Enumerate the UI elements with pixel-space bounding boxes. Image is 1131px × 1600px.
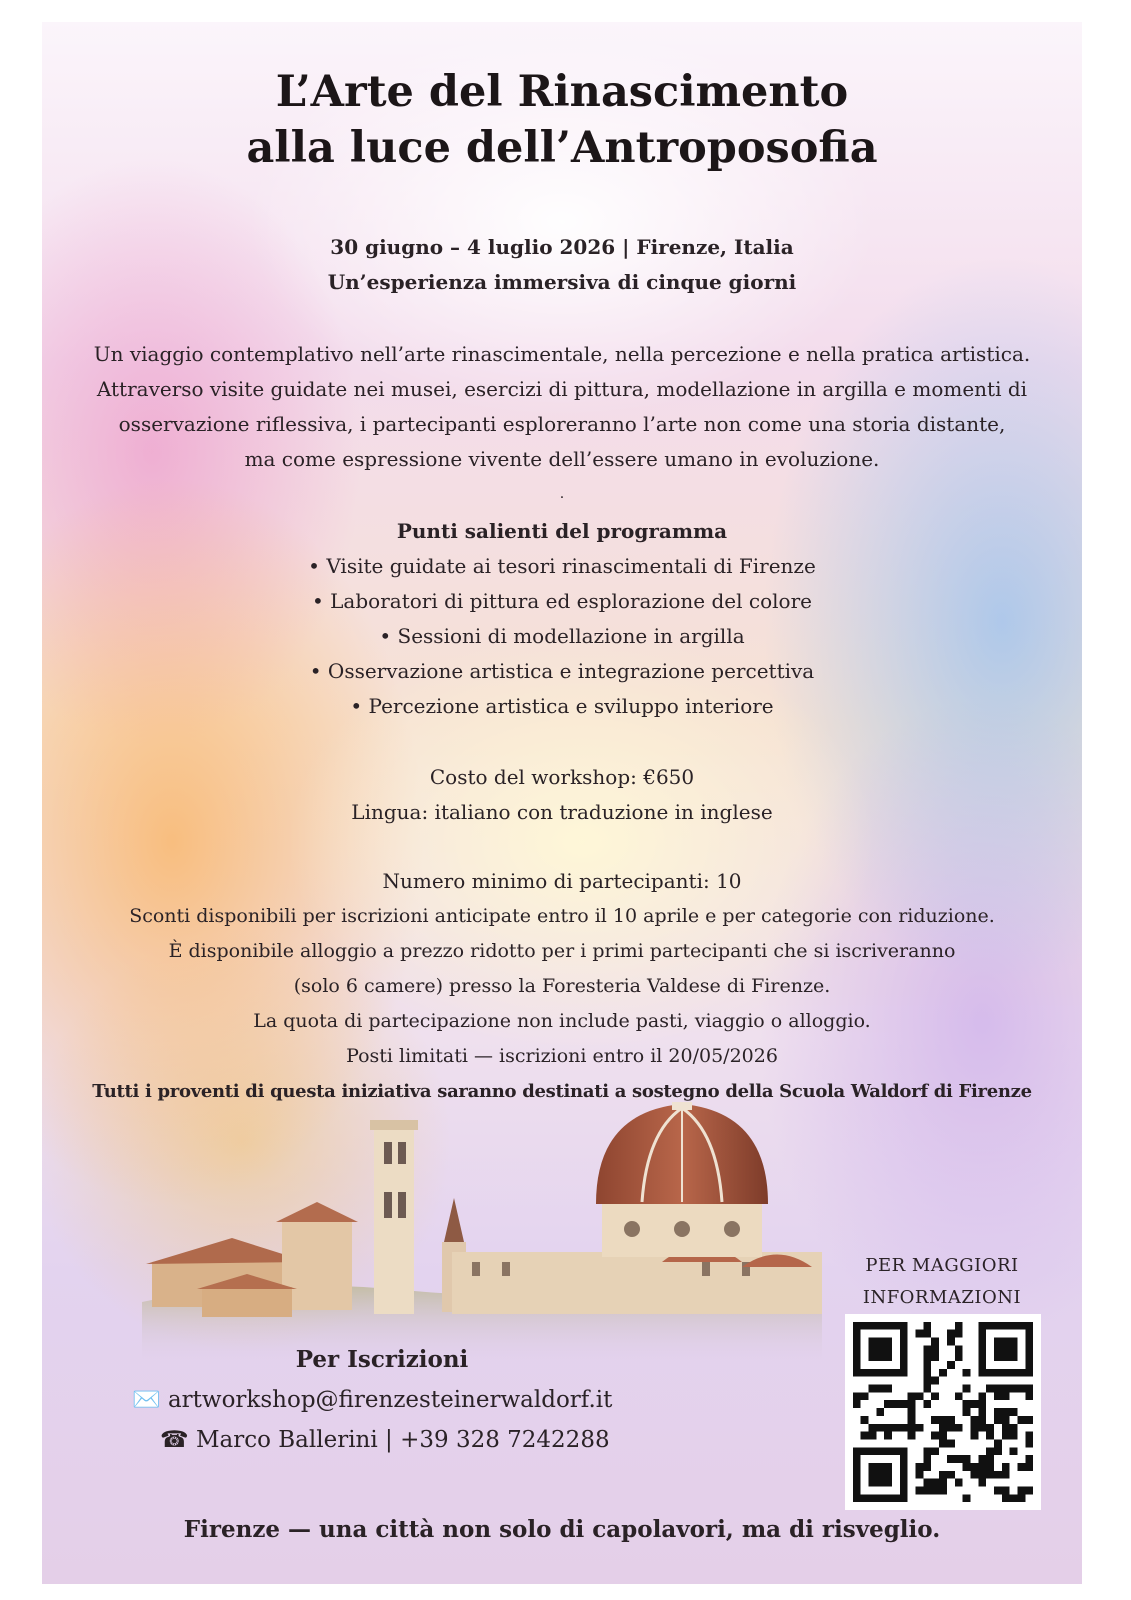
- qr-module: [986, 1463, 994, 1471]
- qr-module: [931, 1392, 939, 1400]
- qr-module: [923, 1455, 931, 1463]
- qr-module: [994, 1439, 1002, 1447]
- qr-module: [978, 1471, 986, 1479]
- qr-module: [892, 1424, 900, 1432]
- lodging-line-1: È disponibile alloggio a prezzo ridotto per i primi partecipanti che si iscriveranno: [168, 940, 956, 962]
- qr-module: [1010, 1494, 1018, 1502]
- separator-dot: .: [559, 486, 565, 502]
- qr-module: [923, 1345, 931, 1353]
- qr-module: [955, 1330, 963, 1338]
- qr-module: [994, 1408, 1002, 1416]
- qr-module: [939, 1416, 947, 1424]
- fee-note: La quota di partecipazione non include pasti, viaggio o alloggio.: [253, 1010, 871, 1032]
- qr-module: [970, 1471, 978, 1479]
- qr-module: [947, 1471, 955, 1479]
- qr-module: [923, 1447, 931, 1455]
- qr-module: [970, 1432, 978, 1440]
- qr-module: [947, 1424, 955, 1432]
- event-dates: [42, 230, 1082, 300]
- intro-line-3: osservazione riflessiva, i partecipanti esploreranno l’arte non come una storia distante,: [118, 412, 1006, 436]
- qr-module: [939, 1369, 947, 1377]
- qr-module: [939, 1479, 947, 1487]
- qr-module: [947, 1455, 955, 1463]
- qr-module: [923, 1353, 931, 1361]
- qr-module: [986, 1432, 994, 1440]
- qr-module: [947, 1439, 955, 1447]
- qr-module: [923, 1479, 931, 1487]
- qr-module: [923, 1486, 931, 1494]
- qr-module: [931, 1338, 939, 1346]
- registration-heading: Per Iscrizioni: [295, 1346, 469, 1373]
- qr-module: [994, 1471, 1002, 1479]
- qr-module: [963, 1494, 971, 1502]
- qr-module: [916, 1486, 924, 1494]
- qr-module: [1017, 1463, 1025, 1471]
- qr-module: [1010, 1447, 1018, 1455]
- min-participants: Numero minimo di partecipanti: 10: [382, 869, 742, 893]
- qr-module: [1025, 1463, 1033, 1471]
- qr-module: [994, 1486, 1002, 1494]
- qr-module: [963, 1385, 971, 1393]
- qr-module: [994, 1392, 1002, 1400]
- intro-line-4: ma come espressione vivente dell’essere umano in evoluzione.: [244, 447, 880, 471]
- qr-module: [861, 1392, 869, 1400]
- phone-contact[interactable]: Marco Ballerini | +39 328 7242288: [195, 1427, 610, 1453]
- qr-module: [963, 1455, 971, 1463]
- qr-module: [939, 1432, 947, 1440]
- qr-module: [978, 1400, 986, 1408]
- qr-module: [1025, 1455, 1033, 1463]
- qr-module: [916, 1392, 924, 1400]
- program-highlights: [42, 514, 1082, 724]
- qr-module: [970, 1424, 978, 1432]
- discounts-text: Sconti disponibili per iscrizioni anticipate entro il 10 aprile e per categorie con riduzione.: [129, 905, 995, 927]
- qr-module: [900, 1424, 908, 1432]
- qr-module: [923, 1400, 931, 1408]
- qr-module: [884, 1400, 892, 1408]
- qr-module: [853, 1400, 861, 1408]
- qr-module: [1025, 1486, 1033, 1494]
- qr-module: [876, 1408, 884, 1416]
- qr-module: [892, 1400, 900, 1408]
- highlight-item: • Sessioni di modellazione in argilla: [379, 624, 745, 648]
- qr-module: [1025, 1439, 1033, 1447]
- qr-module: [923, 1463, 931, 1471]
- qr-code[interactable]: [845, 1314, 1041, 1510]
- qr-module: [908, 1424, 916, 1432]
- qr-module: [986, 1471, 994, 1479]
- qr-module: [994, 1447, 1002, 1455]
- qr-module: [978, 1463, 986, 1471]
- qr-module: [1025, 1416, 1033, 1424]
- qr-module: [1002, 1408, 1010, 1416]
- intro-line-1: Un viaggio contemplativo nell’arte rinascimentale, nella percezione e nella pratica artistica.: [93, 342, 1031, 366]
- qr-module: [923, 1330, 931, 1338]
- subtitle-line: Un’esperienza immersiva di cinque giorni: [327, 270, 797, 294]
- qr-module: [1002, 1471, 1010, 1479]
- qr-module: [1010, 1432, 1018, 1440]
- registration-deadline: Posti limitati — iscrizioni entro il 20/05/2026: [346, 1045, 778, 1067]
- qr-module: [931, 1345, 939, 1353]
- qr-module: [963, 1408, 971, 1416]
- qr-module: [931, 1353, 939, 1361]
- cost-section: [42, 760, 1082, 830]
- qr-module: [861, 1432, 869, 1440]
- qr-module: [955, 1353, 963, 1361]
- qr-module: [916, 1424, 924, 1432]
- qr-module: [970, 1463, 978, 1471]
- qr-module: [931, 1486, 939, 1494]
- qr-module: [1002, 1486, 1010, 1494]
- qr-module: [963, 1369, 971, 1377]
- qr-module: [1010, 1385, 1018, 1393]
- qr-module: [978, 1392, 986, 1400]
- qr-module: [1010, 1424, 1018, 1432]
- qr-module: [916, 1330, 924, 1338]
- qr-module: [869, 1424, 877, 1432]
- envelope-icon: ✉️: [132, 1387, 161, 1413]
- highlight-item: • Osservazione artistica e integrazione percettiva: [309, 659, 815, 683]
- email-link[interactable]: artworkshop@firenzesteinerwaldorf.it: [167, 1387, 613, 1413]
- qr-module: [939, 1439, 947, 1447]
- qr-module: [955, 1479, 963, 1487]
- qr-module: [947, 1361, 955, 1369]
- qr-module: [884, 1432, 892, 1440]
- qr-module: [1002, 1392, 1010, 1400]
- qr-module: [1017, 1494, 1025, 1502]
- qr-module: [869, 1338, 893, 1362]
- intro-paragraph: [42, 337, 1082, 477]
- info-line-1: PER MAGGIORI: [865, 1255, 1019, 1276]
- qr-module: [1002, 1494, 1010, 1502]
- qr-module: [861, 1416, 869, 1424]
- qr-module: [923, 1369, 931, 1377]
- qr-module: [939, 1486, 947, 1494]
- qr-module: [916, 1471, 924, 1479]
- qr-module: [963, 1400, 971, 1408]
- qr-module: [908, 1392, 916, 1400]
- qr-module: [986, 1424, 994, 1432]
- qr-module: [1002, 1432, 1010, 1440]
- qr-module: [908, 1416, 916, 1424]
- qr-module: [947, 1338, 955, 1346]
- phone-icon: ☎: [160, 1427, 189, 1453]
- qr-module: [963, 1463, 971, 1471]
- qr-module: [931, 1479, 939, 1487]
- qr-module: [923, 1322, 931, 1330]
- dates-line: 30 giugno – 4 luglio 2026 | Firenze, Italia: [330, 235, 794, 259]
- qr-module: [978, 1424, 986, 1432]
- registration-section: [132, 1340, 692, 1460]
- title-line-2: alla luce dell’Antroposofia: [246, 123, 878, 173]
- qr-module: [908, 1432, 916, 1440]
- qr-module: [955, 1455, 963, 1463]
- qr-module: [1002, 1385, 1010, 1393]
- poster: [42, 22, 1082, 1584]
- qr-module: [978, 1455, 986, 1463]
- qr-module: [931, 1416, 939, 1424]
- qr-module: [1002, 1463, 1010, 1471]
- qr-module: [923, 1385, 931, 1393]
- qr-module: [908, 1400, 916, 1408]
- qr-module: [884, 1424, 892, 1432]
- qr-module: [939, 1424, 947, 1432]
- title-line-1: L’Arte del Rinascimento: [275, 67, 849, 117]
- qr-module: [931, 1377, 939, 1385]
- qr-module: [978, 1408, 986, 1416]
- workshop-cost: Costo del workshop: €650: [429, 765, 695, 789]
- details-section: [42, 864, 1082, 1109]
- qr-module: [931, 1432, 939, 1440]
- qr-module: [994, 1338, 1018, 1362]
- qr-module: [986, 1455, 994, 1463]
- workshop-language: Lingua: italiano con traduzione in inglese: [351, 800, 773, 824]
- highlight-item: • Visite guidate ai tesori rinascimentali di Firenze: [308, 554, 816, 578]
- registration-phone: [132, 1420, 692, 1460]
- qr-module: [1017, 1486, 1025, 1494]
- qr-module: [884, 1385, 892, 1393]
- qr-module: [947, 1330, 955, 1338]
- qr-module: [978, 1479, 986, 1487]
- qr-module: [994, 1385, 1002, 1393]
- more-info-label: [842, 1250, 1042, 1314]
- qr-module: [939, 1471, 947, 1479]
- qr-module: [900, 1400, 908, 1408]
- qr-module: [1025, 1392, 1033, 1400]
- qr-module: [869, 1463, 893, 1487]
- proceeds-note: Tutti i proventi di questa iniziativa saranno destinati a sostegno della Scuola Waldorf di Firenze: [92, 1081, 1032, 1102]
- registration-email: [132, 1380, 692, 1420]
- qr-module: [970, 1400, 978, 1408]
- info-line-2: INFORMAZIONI: [862, 1287, 1022, 1308]
- highlight-item: • Percezione artistica e sviluppo interiore: [350, 694, 774, 718]
- qr-module: [1002, 1424, 1010, 1432]
- qr-module: [955, 1322, 963, 1330]
- qr-module: [931, 1447, 939, 1455]
- florence-skyline-illustration: [142, 1102, 822, 1362]
- qr-module: [876, 1424, 884, 1432]
- qr-module: [970, 1416, 978, 1424]
- qr-module: [994, 1416, 1002, 1424]
- footer-tagline: Firenze — una città non solo di capolavori, ma di risveglio.: [183, 1516, 941, 1543]
- qr-module: [908, 1408, 916, 1416]
- qr-module: [986, 1385, 994, 1393]
- qr-module: [1017, 1385, 1025, 1393]
- qr-module: [876, 1385, 884, 1393]
- qr-module: [1002, 1416, 1010, 1424]
- qr-module: [853, 1392, 861, 1400]
- highlights-heading: Punti salienti del programma: [396, 519, 728, 543]
- qr-module: [1025, 1432, 1033, 1440]
- qr-module: [869, 1385, 877, 1393]
- qr-module: [869, 1432, 877, 1440]
- lodging-line-2: (solo 6 camere) presso la Foresteria Valdese di Firenze.: [293, 975, 831, 997]
- qr-module: [1025, 1385, 1033, 1393]
- qr-module: [955, 1345, 963, 1353]
- qr-module: [1017, 1416, 1025, 1424]
- qr-module: [978, 1416, 986, 1424]
- qr-module: [955, 1392, 963, 1400]
- qr-module: [986, 1447, 994, 1455]
- qr-module: [923, 1361, 931, 1369]
- qr-module: [916, 1463, 924, 1471]
- highlight-item: • Laboratori di pittura ed esplorazione del colore: [312, 589, 812, 613]
- qr-module: [955, 1424, 963, 1432]
- qr-module: [1010, 1408, 1018, 1416]
- poster-title: [42, 64, 1082, 176]
- qr-module: [923, 1377, 931, 1385]
- intro-line-2: Attraverso visite guidate nei musei, esercizi di pittura, modellazione in argilla e momenti di: [96, 377, 1028, 401]
- qr-module: [947, 1416, 955, 1424]
